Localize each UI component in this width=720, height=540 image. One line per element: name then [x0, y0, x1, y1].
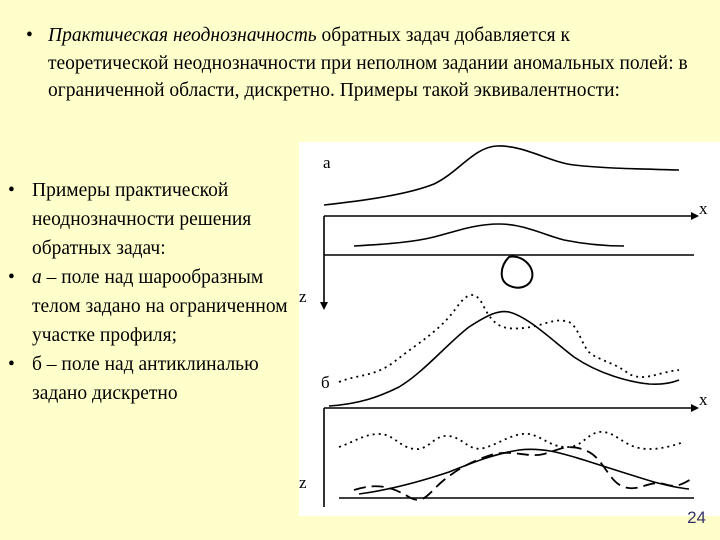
curve-discrete-solid — [359, 449, 689, 494]
curve-full-field — [324, 146, 679, 205]
list-item — [4, 176, 304, 263]
bullet-marker: • — [8, 267, 15, 288]
label-z-a: z — [299, 287, 307, 306]
bullet-marker: • — [8, 180, 15, 201]
list-item-text: – поле над шарообразным телом задано на ограниченном участке профиля; — [32, 267, 288, 346]
arrow-z-a — [320, 302, 328, 310]
sphere-body — [502, 257, 533, 288]
arrow-x-a — [691, 212, 699, 220]
list-item — [4, 350, 304, 408]
curve-anticline-solid — [329, 312, 679, 406]
page-number: 24 — [687, 508, 706, 527]
bullet-marker: • — [8, 354, 15, 375]
equivalence-figure — [299, 142, 720, 516]
bullet-marker: • — [26, 25, 33, 46]
list-item-text: Примеры практической неоднозначности решения обратных задач: — [32, 180, 252, 259]
examples-list — [4, 176, 304, 408]
curve-partial-field — [354, 224, 624, 246]
list-item-emphasis: а — [32, 267, 42, 288]
list-item — [4, 263, 304, 350]
label-a: а — [323, 153, 331, 172]
label-b: б — [321, 373, 330, 392]
intro-emphasis: Практическая неоднозначность — [48, 25, 317, 46]
intro-rest: обратных задач добавляется к теоретической неоднозначности при неполном задании аномальных полей: в ограниченной области, дискретно. Примеры такой эквивалентности: — [48, 25, 688, 101]
figure-svg — [299, 142, 720, 516]
curve-discrete-dashed — [354, 447, 694, 500]
list-item-text: б – поле над антиклиналью задано дискретно — [32, 354, 259, 404]
intro-text — [48, 22, 688, 105]
arrow-x-b — [691, 404, 699, 412]
curve-anticline-dotted — [339, 295, 679, 382]
label-x-b: x — [699, 390, 708, 409]
label-z-b: z — [299, 473, 307, 492]
curve-discrete-dotted — [339, 432, 684, 449]
label-x-a: x — [699, 199, 708, 218]
